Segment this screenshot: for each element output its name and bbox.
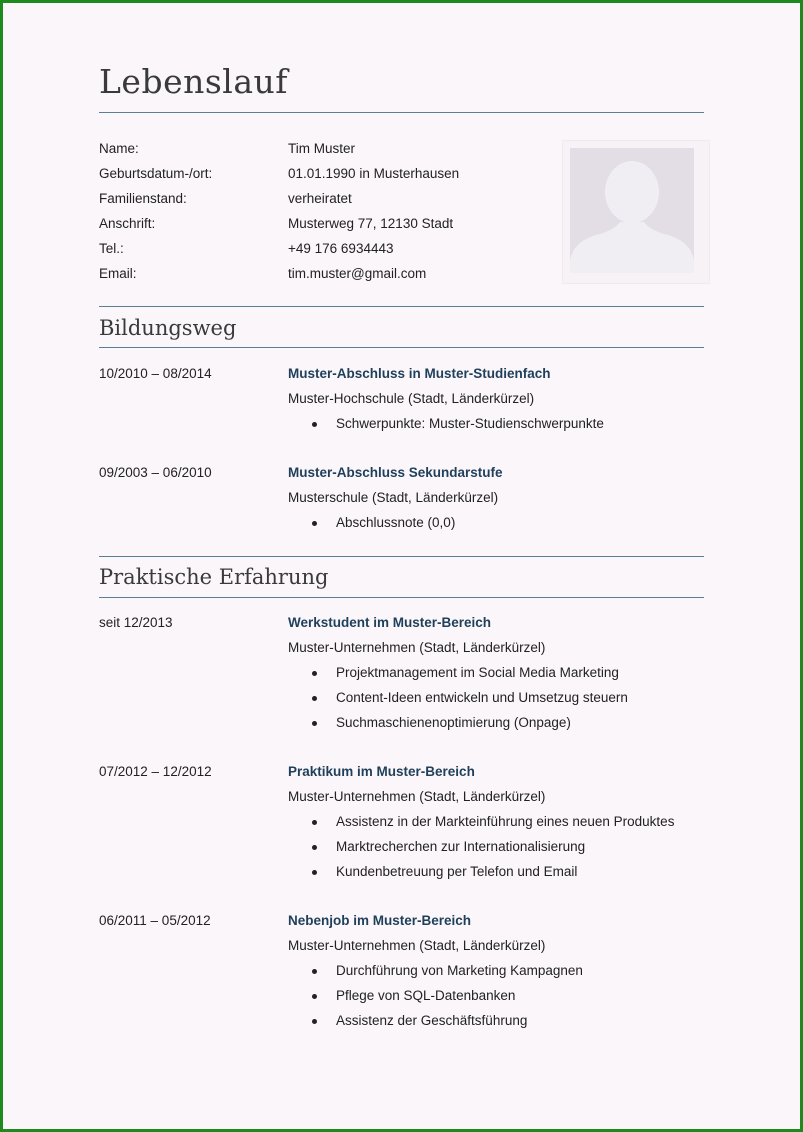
education-bullet: Schwerpunkte: Muster-Studienschwerpunkte — [336, 416, 604, 431]
profile-photo — [570, 148, 694, 273]
bullet-icon — [312, 994, 317, 999]
personal-label-name: Name: — [99, 141, 139, 156]
bullet-icon — [312, 671, 317, 676]
bullet-icon — [312, 422, 317, 427]
personal-value-birth: 01.01.1990 in Musterhausen — [288, 166, 460, 181]
page-title: Lebenslauf — [99, 62, 288, 101]
experience-heading: Praktikum im Muster-Bereich — [288, 764, 475, 779]
personal-value-name: Tim Muster — [288, 141, 355, 156]
bullet-icon — [312, 870, 317, 875]
experience-company: Muster-Unternehmen (Stadt, Länderkürzel) — [288, 938, 546, 953]
bullet-icon — [312, 721, 317, 726]
experience-heading: Nebenjob im Muster-Bereich — [288, 913, 472, 928]
experience-bullet: Projektmanagement im Social Media Marketing — [336, 665, 619, 680]
experience-company: Muster-Unternehmen (Stadt, Länderkürzel) — [288, 789, 546, 804]
experience-bullet: Suchmaschienenoptimierung (Onpage) — [336, 715, 571, 730]
personal-value-phone: +49 176 6934443 — [288, 241, 394, 256]
bullet-icon — [312, 969, 317, 974]
experience-heading: Werkstudent im Muster-Bereich — [288, 615, 492, 630]
education-top-divider — [99, 306, 704, 307]
personal-label-address: Anschrift: — [99, 216, 156, 231]
experience-bullet: Pflege von SQL-Datenbanken — [336, 988, 516, 1003]
personal-value-marital: verheiratet — [288, 191, 352, 206]
experience-bullet: Durchführung von Marketing Kampagnen — [336, 963, 583, 978]
experience-dates: 06/2011 – 05/2012 — [99, 913, 211, 928]
education-institution: Muster-Hochschule (Stadt, Länderkürzel) — [288, 391, 535, 406]
personal-value-address: Musterweg 77, 12130 Stadt — [288, 216, 454, 231]
experience-dates: seit 12/2013 — [99, 615, 173, 630]
experience-top-divider — [99, 556, 704, 557]
education-dates: 09/2003 – 06/2010 — [99, 465, 212, 480]
education-heading: Muster-Abschluss in Muster-Studienfach — [288, 366, 551, 381]
education-institution: Musterschule (Stadt, Länderkürzel) — [288, 490, 499, 505]
education-bullet: Abschlussnote (0,0) — [336, 515, 456, 530]
person-silhouette-icon — [570, 148, 694, 273]
personal-label-birth: Geburtsdatum-/ort: — [99, 166, 213, 181]
bullet-icon — [312, 845, 317, 850]
experience-bullet: Content-Ideen entwickeln und Umsetzug steuern — [336, 690, 628, 705]
education-heading: Muster-Abschluss Sekundarstufe — [288, 465, 503, 480]
experience-divider — [99, 597, 704, 598]
personal-label-phone: Tel.: — [99, 241, 124, 256]
experience-company: Muster-Unternehmen (Stadt, Länderkürzel) — [288, 640, 546, 655]
bullet-icon — [312, 696, 317, 701]
personal-label-email: Email: — [99, 266, 137, 281]
bullet-icon — [312, 820, 317, 825]
experience-bullet: Assistenz in der Markteinführung eines neuen Produktes — [336, 814, 675, 829]
education-section-title: Bildungsweg — [99, 316, 237, 340]
personal-label-marital: Familienstand: — [99, 191, 187, 206]
experience-dates: 07/2012 – 12/2012 — [99, 764, 212, 779]
title-divider — [99, 112, 704, 113]
education-dates: 10/2010 – 08/2014 — [99, 366, 212, 381]
experience-bullet: Marktrecherchen zur Internationalisierung — [336, 839, 586, 854]
bullet-icon — [312, 1019, 317, 1024]
personal-value-email: tim.muster@gmail.com — [288, 266, 427, 281]
education-divider — [99, 347, 704, 348]
bullet-icon — [312, 521, 317, 526]
experience-bullet: Kundenbetreuung per Telefon und Email — [336, 864, 578, 879]
experience-section-title: Praktische Erfahrung — [99, 565, 329, 589]
experience-bullet: Assistenz der Geschäftsführung — [336, 1013, 528, 1028]
